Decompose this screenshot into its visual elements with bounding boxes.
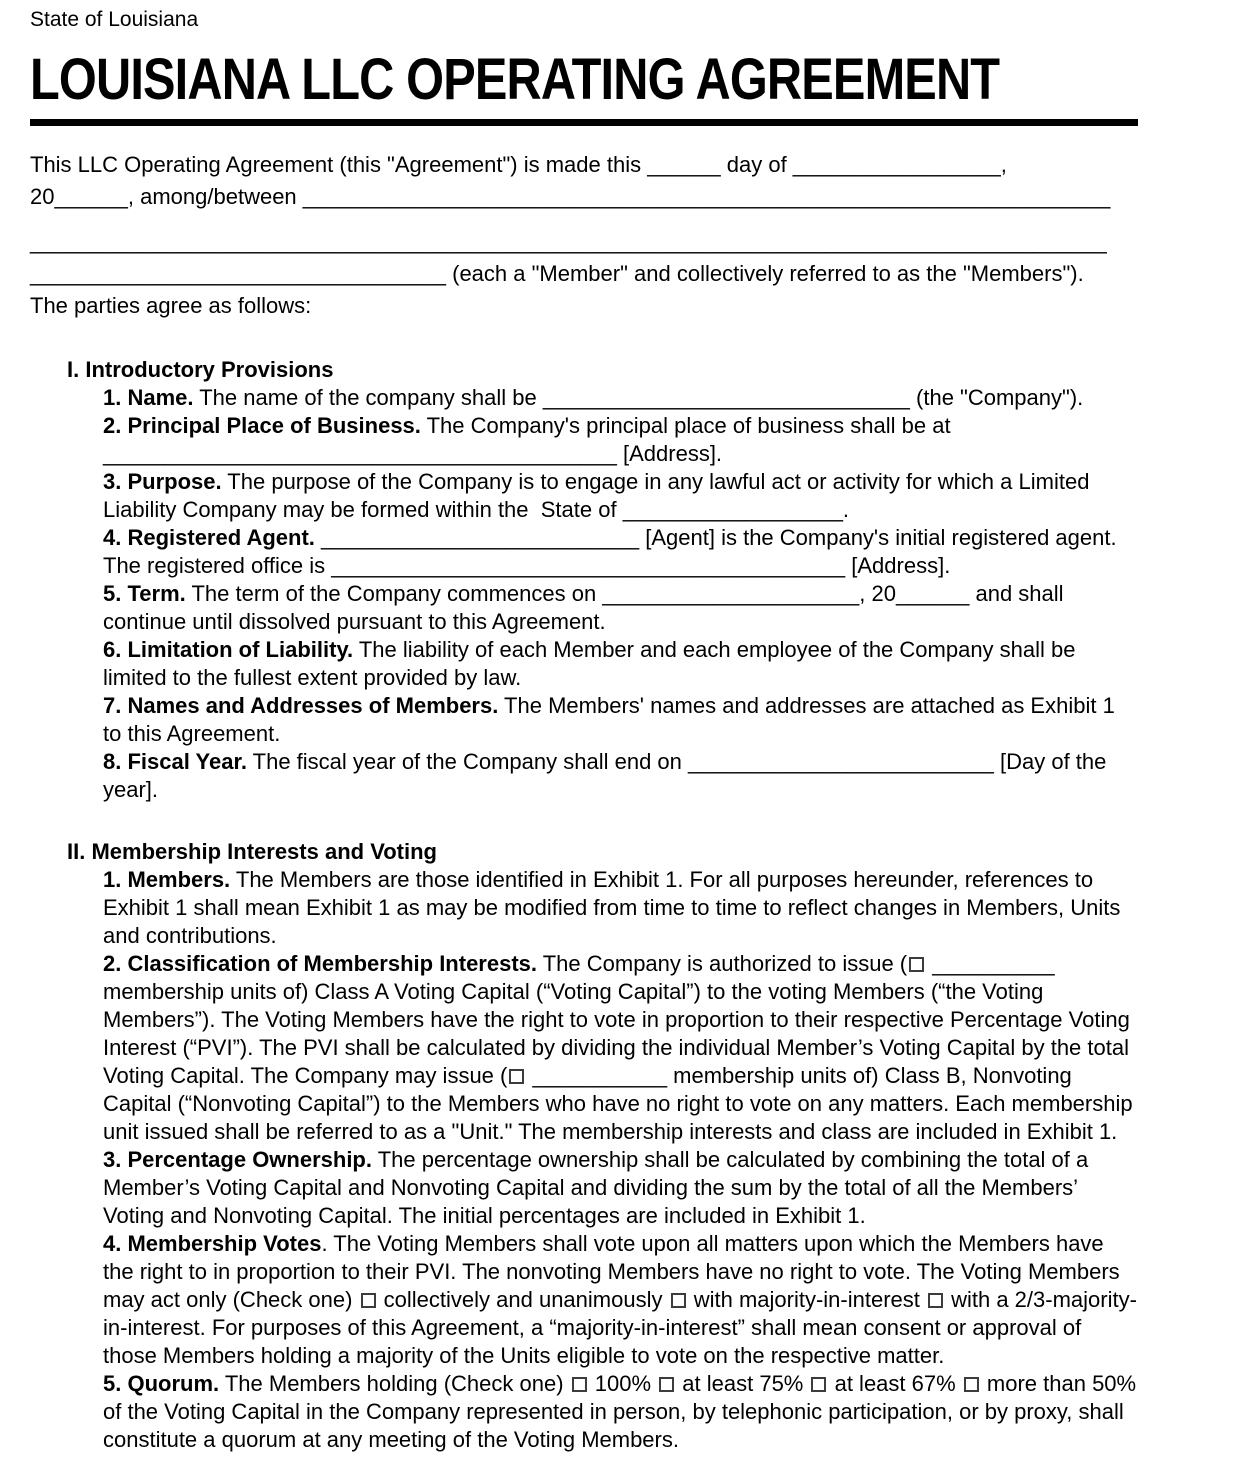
agreement-item: 3. Percentage Ownership. The percentage ownership shall be calculated by combining the total of a Member’s Voting Capital and Nonvoting Capital and dividing the sum by the total of all the Members’ Voting and Nonvoting Capital. The initial percentages are included in Exhibit 1. bbox=[103, 1146, 1095, 1228]
intro-line-2: 20______, among/between __________________________________________________________________ bbox=[30, 183, 1111, 209]
checkbox-icon[interactable] bbox=[361, 1293, 376, 1308]
item-label: 3. Percentage Ownership. bbox=[103, 1146, 372, 1172]
agreement-item: 4. Registered Agent. __________________________ [Agent] is the Company's initial registered agent. The registered office is __________________________________________ [Address]. bbox=[103, 524, 1123, 578]
item-label: 3. Purpose. bbox=[103, 468, 222, 494]
item-label: 4. Membership Votes bbox=[103, 1230, 322, 1256]
agreement-item: 8. Fiscal Year. The fiscal year of the Company shall end on _________________________ [Day of the year]. bbox=[103, 748, 1113, 802]
checkbox-icon[interactable] bbox=[659, 1377, 674, 1392]
document-title bbox=[30, 47, 1138, 112]
agreement-item: 1. Name. The name of the company shall be ______________________________ (the "Company"). bbox=[103, 384, 1084, 410]
intro-line-5: The parties agree as follows: bbox=[30, 292, 312, 318]
item-label: 2. Principal Place of Business. bbox=[103, 412, 421, 438]
item-label: 1. Members. bbox=[103, 866, 231, 892]
section bbox=[30, 838, 1143, 1454]
item-label: 1. Name. bbox=[103, 384, 194, 410]
agreement-item: 2. Classification of Membership Interests. The Company is authorized to issue ( __________ membership units of) Class A Voting Capital (“Voting Capital”) to the voting Members (“the Voting Members”). The Voting Members have the right to vote in proportion to their respective Percentage Voting Interest (“PVI”). The PVI shall be calculated by dividing the individual Member’s Voting Capital by the total Voting Capital. The Company may issue ( ___________ membership units of) Class B, Nonvoting Capital (“Nonvoting Capital”) to the Members who have no right to vote on any matters. Each membership unit issued shall be referred to as a "Unit." The membership interests and class are included in Exhibit 1. bbox=[103, 950, 1139, 1144]
checkbox-icon[interactable] bbox=[964, 1377, 979, 1392]
title-divider bbox=[30, 119, 1138, 126]
checkbox-icon[interactable] bbox=[811, 1377, 826, 1392]
agreement-item: 2. Principal Place of Business. The Company's principal place of business shall be at __________________________________________ [Address]. bbox=[103, 412, 957, 466]
agreement-item: 3. Purpose. The purpose of the Company is to engage in any lawful act or activity for which a Limited Liability Company may be formed within the State of __________________. bbox=[103, 468, 1096, 522]
item-label: 8. Fiscal Year. bbox=[103, 748, 247, 774]
item-label: 2. Classification of Membership Interests. bbox=[103, 950, 538, 976]
item-label: 5. Term. bbox=[103, 580, 186, 606]
item-label: 6. Limitation of Liability. bbox=[103, 636, 354, 662]
checkbox-icon[interactable] bbox=[671, 1293, 686, 1308]
agreement-item: 5. Quorum. The Members holding (Check one) 100% at least 75% at least 67% more than 50% of the Voting Capital in the Company represented in person, by telephonic participation, or by proxy, shall constitute a quorum at any meeting of the Voting Members. bbox=[103, 1370, 1143, 1452]
agreement-item: 5. Term. The term of the Company commences on _____________________, 20______ and shall continue until dissolved pursuant to this Agreement. bbox=[103, 580, 1070, 634]
intro-line-1: This LLC Operating Agreement (this "Agreement") is made this ______ day of _________________, bbox=[30, 151, 1007, 177]
agreement-item: 4. Membership Votes. The Voting Members shall vote upon all matters upon which the Members have the right to in proportion to their PVI. The nonvoting Members have no right to vote. The Voting Members may act only (Check one) collectively and unanimously with majority-in-interest with a 2/3-majority-in-interest. For purposes of this Agreement, a “majority-in-interest” shall mean consent or approval of those Members holding a majority of the Units eligible to vote on the respective matter. bbox=[103, 1230, 1137, 1368]
agreement-item: 7. Names and Addresses of Members. The Members' names and addresses are attached as Exhibit 1 to this Agreement. bbox=[103, 692, 1121, 746]
checkbox-icon[interactable] bbox=[572, 1377, 587, 1392]
document-title-text: LOUISIANA LLC OPERATING AGREEMENT bbox=[30, 47, 1000, 112]
checkbox-icon[interactable] bbox=[928, 1293, 943, 1308]
item-label: 4. Registered Agent. bbox=[103, 524, 315, 550]
section bbox=[30, 356, 1138, 804]
intro-line-4: __________________________________ (each a "Member" and collectively referred to as the "Members"). bbox=[30, 260, 1084, 286]
agreement-item: 1. Members. The Members are those identified in Exhibit 1. For all purposes hereunder, references to Exhibit 1 shall mean Exhibit 1 as may be modified from time to time to reflect changes in Members, Units and contributions. bbox=[103, 866, 1127, 948]
state-line: State of Louisiana bbox=[30, 8, 199, 31]
intro-blank-line: ________________________________________________________________________________________ bbox=[30, 228, 1107, 254]
sections bbox=[30, 356, 1143, 1454]
checkbox-icon[interactable] bbox=[909, 957, 924, 972]
item-label: 7. Names and Addresses of Members. bbox=[103, 692, 499, 718]
section-heading: II. Membership Interests and Voting bbox=[67, 838, 437, 864]
agreement-item: 6. Limitation of Liability. The liability of each Member and each employee of the Company shall be limited to the fullest extent provided by law. bbox=[103, 636, 1082, 690]
checkbox-icon[interactable] bbox=[509, 1069, 524, 1084]
intro-paragraph bbox=[30, 149, 1138, 322]
section-heading: I. Introductory Provisions bbox=[67, 356, 334, 382]
item-label: 5. Quorum. bbox=[103, 1370, 220, 1396]
